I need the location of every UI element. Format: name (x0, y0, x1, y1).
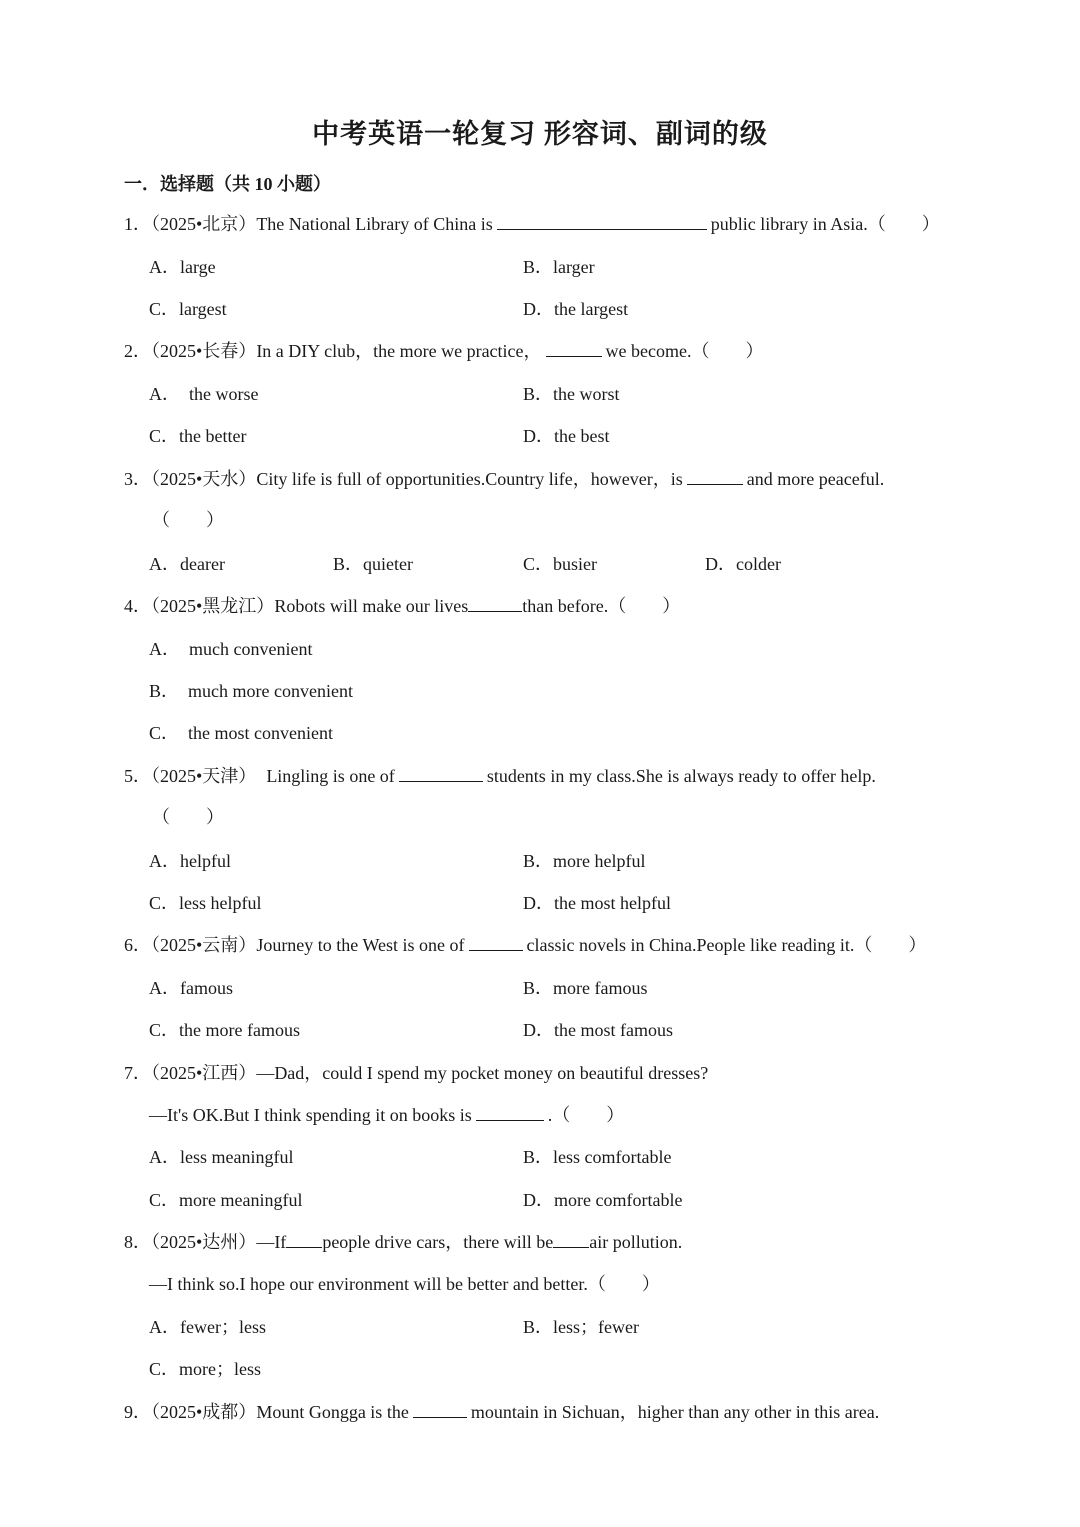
question-text: mountain in Sichuan，higher than any other in this area. (470, 1402, 880, 1422)
question-2 (124, 338, 764, 364)
option-a[interactable]: A．helpful (149, 851, 231, 871)
question-source: （2025•成都） (151, 1402, 257, 1422)
answer-blank (476, 1102, 544, 1121)
question-8-line-2: —I think so.I hope our environment will be better and better.（ ） (149, 1274, 660, 1294)
option-a[interactable]: A．large (149, 257, 216, 277)
option-d[interactable]: D．colder (705, 554, 781, 574)
option-a[interactable]: A． the worse (149, 384, 259, 404)
question-8 (124, 1229, 682, 1255)
question-text: Robots will make our lives (274, 596, 469, 616)
answer-blank (687, 466, 743, 485)
question-text: —It's OK.But I think spending it on books is (149, 1105, 472, 1125)
question-number: 4． (124, 596, 151, 616)
answer-blank (468, 593, 522, 612)
answer-blank (546, 338, 602, 357)
option-b[interactable]: B．more famous (523, 978, 648, 998)
question-1 (124, 211, 940, 237)
question-text: air pollution. (589, 1232, 683, 1252)
question-number: 2． (124, 341, 151, 361)
question-source: （2025•北京） (151, 214, 257, 234)
question-number: 9． (124, 1402, 151, 1422)
option-a[interactable]: A．famous (149, 978, 233, 998)
question-source: （2025•达州） (151, 1232, 257, 1252)
question-9 (124, 1399, 879, 1425)
question-text: Mount Gongga is the (256, 1402, 409, 1422)
question-number: 8． (124, 1232, 151, 1252)
question-text: public library in Asia.（ ） (710, 214, 940, 234)
question-5 (124, 763, 876, 789)
option-b[interactable]: B．larger (523, 257, 595, 277)
option-c[interactable]: C．busier (523, 554, 597, 574)
option-a[interactable]: A．less meaningful (149, 1147, 294, 1167)
question-text: we become.（ ） (605, 341, 764, 361)
answer-blank (553, 1229, 589, 1248)
question-3 (124, 466, 884, 492)
question-text: The National Library of China is (256, 214, 493, 234)
question-text: students in my class.She is always ready to offer help. (486, 766, 876, 786)
option-b[interactable]: B．the worst (523, 384, 620, 404)
option-d[interactable]: D．more comfortable (523, 1190, 683, 1210)
document-title: 中考英语一轮复习 形容词、副词的级 (312, 119, 768, 149)
question-text: classic novels in China.People like reading it.（ ） (526, 935, 927, 955)
option-c[interactable]: C．more meaningful (149, 1190, 303, 1210)
question-source: （2025•黑龙江） (151, 596, 275, 616)
answer-blank (399, 763, 483, 782)
answer-blank (497, 211, 707, 230)
option-d[interactable]: D．the largest (523, 299, 629, 319)
question-number: 6． (124, 935, 151, 955)
option-c[interactable]: C． the most convenient (149, 723, 333, 743)
question-4 (124, 593, 680, 619)
question-text: .（ ） (547, 1105, 625, 1125)
answer-paren: （ ） (152, 807, 224, 827)
option-b[interactable]: B．less comfortable (523, 1147, 672, 1167)
question-text: In a DIY club，the more we practice， (256, 341, 542, 361)
option-b[interactable]: B．less；fewer (523, 1317, 639, 1337)
option-c[interactable]: C．the more famous (149, 1020, 300, 1040)
option-b[interactable]: B． much more convenient (149, 681, 353, 701)
option-a[interactable]: A．dearer (149, 554, 225, 574)
question-text: people drive cars，there will be (322, 1232, 554, 1252)
question-text: Journey to the West is one of (256, 935, 465, 955)
question-source: （2025•江西） (151, 1063, 257, 1083)
question-text: than before.（ ） (522, 596, 681, 616)
question-7 (124, 1060, 708, 1086)
option-b[interactable]: B．more helpful (523, 851, 646, 871)
option-b[interactable]: B．quieter (333, 554, 413, 574)
answer-blank (413, 1399, 467, 1418)
question-number: 5． (124, 766, 151, 786)
question-number: 1． (124, 214, 151, 234)
question-7-line-2 (149, 1102, 624, 1128)
question-text: —If (256, 1232, 287, 1252)
question-text: Lingling is one of (266, 766, 395, 786)
option-a[interactable]: A．fewer；less (149, 1317, 266, 1337)
option-d[interactable]: D．the best (523, 426, 610, 446)
answer-blank (286, 1229, 322, 1248)
option-c[interactable]: C．more；less (149, 1359, 261, 1379)
option-c[interactable]: C．the better (149, 426, 247, 446)
answer-blank (469, 932, 523, 951)
option-c[interactable]: C．largest (149, 299, 227, 319)
question-6 (124, 932, 926, 958)
question-number: 7． (124, 1063, 151, 1083)
question-source: （2025•长春） (151, 341, 257, 361)
answer-paren: （ ） (152, 510, 224, 530)
question-source: （2025•云南） (151, 935, 257, 955)
section-heading: 一．选择题（共 10 小题） (124, 174, 331, 194)
question-number: 3． (124, 469, 151, 489)
option-d[interactable]: D．the most famous (523, 1020, 673, 1040)
option-a[interactable]: A． much convenient (149, 639, 313, 659)
option-d[interactable]: D．the most helpful (523, 893, 671, 913)
question-text: and more peaceful. (746, 469, 885, 489)
question-source: （2025•天津） (151, 766, 257, 786)
question-text: —Dad，could I spend my pocket money on beautiful dresses? (256, 1063, 709, 1083)
question-text: City life is full of opportunities.Country life，however，is (256, 469, 683, 489)
question-source: （2025•天水） (151, 469, 257, 489)
option-c[interactable]: C．less helpful (149, 893, 262, 913)
